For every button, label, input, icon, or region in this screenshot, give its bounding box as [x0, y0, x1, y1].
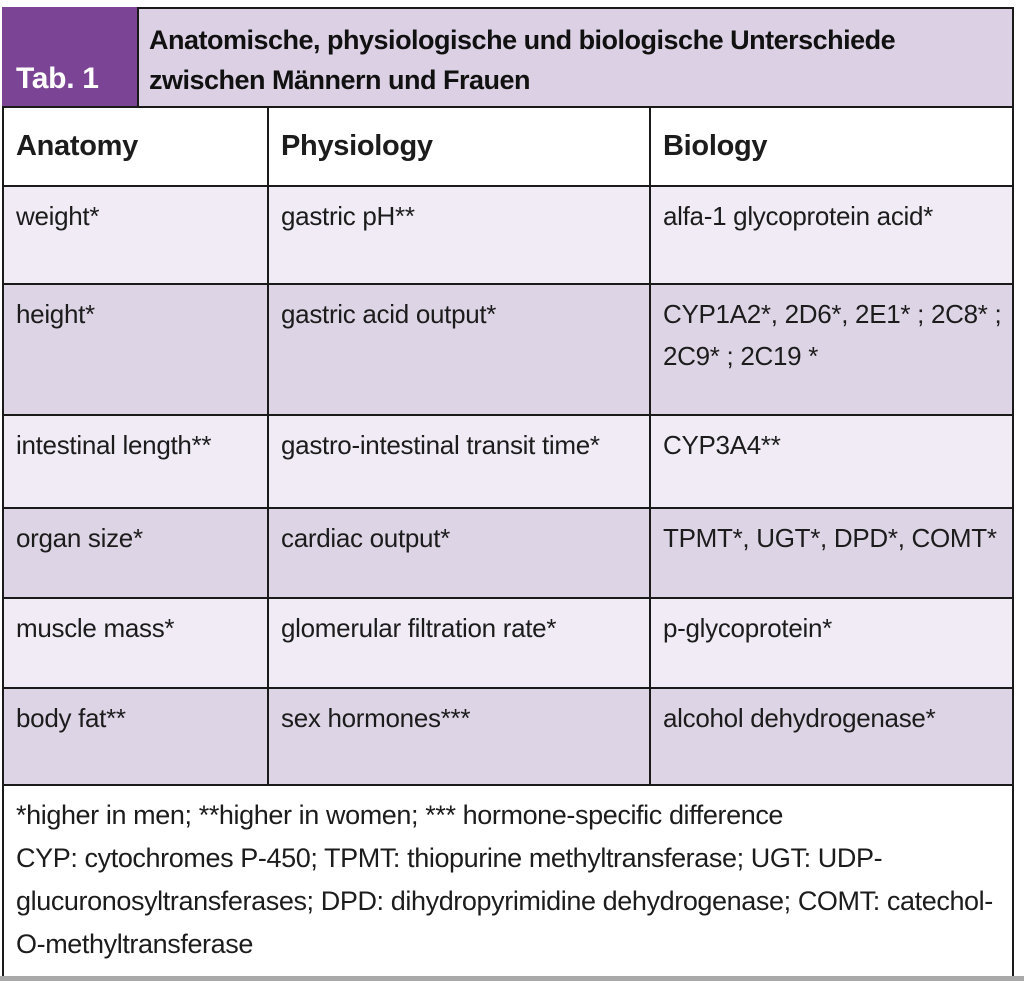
- biology-cell: p-glycoprotein*: [650, 598, 1013, 688]
- column-header-physiology: Physiology: [268, 107, 650, 186]
- table-row: [3, 508, 1013, 598]
- biology-cell: CYP1A2*, 2D6*, 2E1* ; 2C8* ; 2C9* ; 2C19 *: [650, 284, 1013, 415]
- biology-cell: CYP3A4**: [650, 415, 1013, 508]
- table-number-label: Tab. 1: [16, 62, 99, 95]
- anatomy-cell: organ size*: [3, 508, 268, 598]
- anatomy-cell: weight*: [3, 186, 268, 284]
- table-title: Anatomische, physiologische und biologische Unterschiede zwischen Männern und Frauen: [149, 24, 896, 95]
- physiology-cell: sex hormones***: [268, 688, 650, 785]
- physiology-cell: gastric pH**: [268, 186, 650, 284]
- table-title-box: [137, 7, 1014, 106]
- column-header-row: [3, 107, 1013, 186]
- physiology-cell: cardiac output*: [268, 508, 650, 598]
- table-row: [3, 688, 1013, 785]
- anatomy-cell: intestinal length**: [3, 415, 268, 508]
- footnote-abbreviations: CYP: cytochromes P-450; TPMT: thiopurine methyltransferase; UGT: UDP-glucuronosyltransferases; DPD: dihydropyrimidine dehydrogenase; COMT: catechol-O-methyltransferase: [16, 843, 993, 959]
- physiology-cell: glomerular filtration rate*: [268, 598, 650, 688]
- table-number-box: [2, 7, 137, 106]
- column-header-biology: Biology: [650, 107, 1013, 186]
- table-header-band: [2, 7, 1014, 106]
- physiology-cell: gastro-intestinal transit time*: [268, 415, 650, 508]
- anatomy-cell: muscle mass*: [3, 598, 268, 688]
- column-header-anatomy: Anatomy: [3, 107, 268, 186]
- table-row: [3, 415, 1013, 508]
- footnote-symbols-line: *higher in men; **higher in women; *** hormone-specific difference: [16, 800, 784, 830]
- biology-cell: TPMT*, UGT*, DPD*, COMT*: [650, 508, 1013, 598]
- comparison-table: [2, 106, 1014, 786]
- page-bottom-rule: [0, 976, 1024, 981]
- anatomy-cell: height*: [3, 284, 268, 415]
- table-row: [3, 598, 1013, 688]
- biology-cell: alcohol dehydrogenase*: [650, 688, 1013, 785]
- table-footnotes: [2, 786, 1014, 978]
- physiology-cell: gastric acid output*: [268, 284, 650, 415]
- table-row: [3, 186, 1013, 284]
- table-row: [3, 284, 1013, 415]
- table-figure: [2, 7, 1014, 978]
- anatomy-cell: body fat**: [3, 688, 268, 785]
- biology-cell: alfa-1 glycoprotein acid*: [650, 186, 1013, 284]
